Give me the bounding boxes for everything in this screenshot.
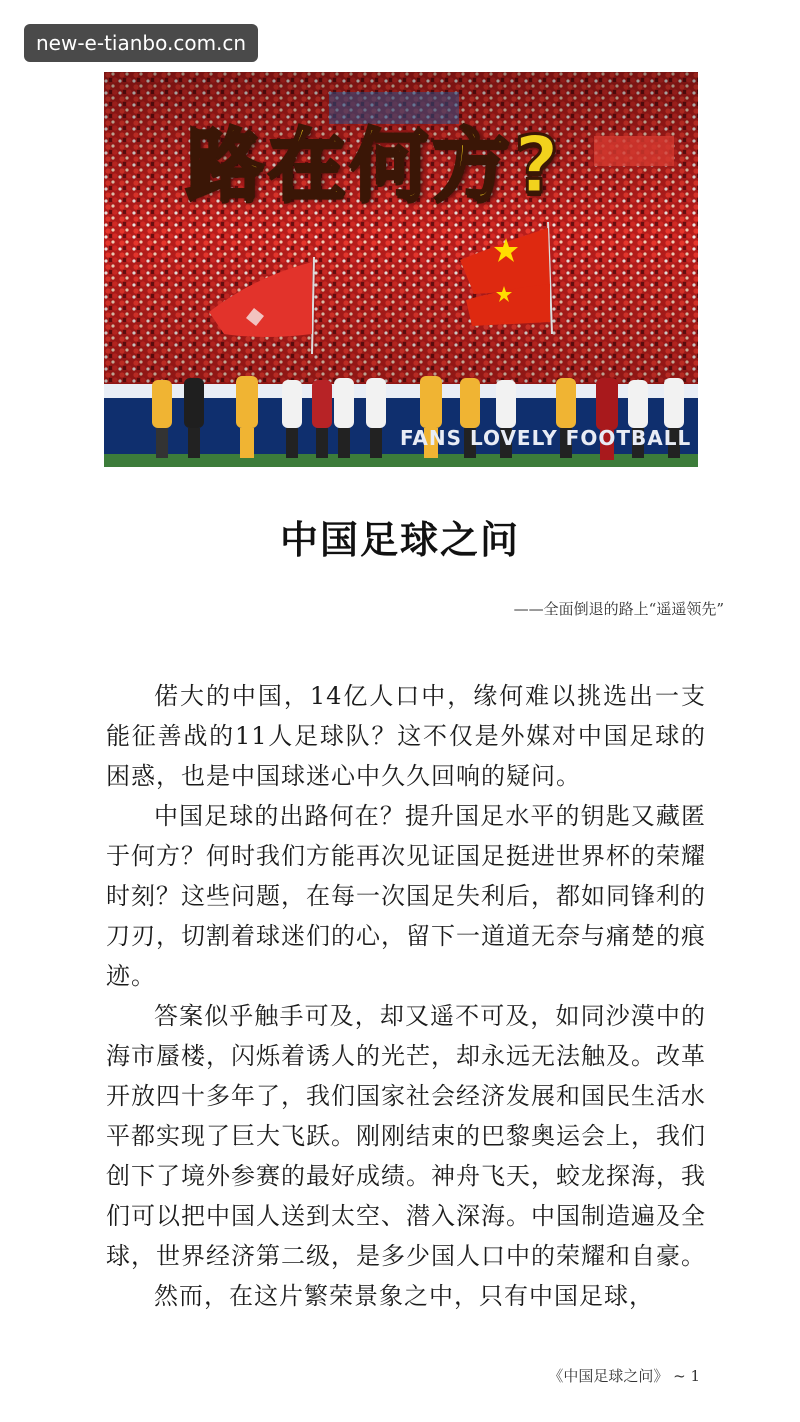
watermark-label: new-e-tianbo.com.cn [24, 24, 258, 62]
paragraph: 中国足球的出路何在？提升国足水平的钥匙又藏匿于何方？何时我们方能再次见证国足挺进世界杯的荣耀时刻？这些问题，在每一次国足失利后，都如同锋利的刀刃，切割着球迷们的心，留下一道道无奈与痛楚的痕迹。 [106, 802, 706, 990]
paragraph: 然而，在这片繁荣景象之中，只有中国足球， [154, 1282, 654, 1310]
paragraph: 答案似乎触手可及，却又遥不可及，如同沙漠中的海市蜃楼，闪烁着诱人的光芒，却永远无法触及。改革开放四十多年了，我们国家社会经济发展和国民生活水平都实现了巨大飞跃。刚刚结束的巴黎奥运会上，我们创下了境外参赛的最好成绩。神舟飞天，蛟龙探海，我们可以把中国人送到太空、潜入深海。中国制造遍及全球，世界经济第二级，是多少国人口中的荣耀和自豪。 [106, 1002, 706, 1270]
article-subtitle: ——全面倒退的路上“遥遥领先” [513, 600, 724, 618]
paragraph: 偌大的中国，14亿人口中，缘何难以挑选出一支能征善战的11人足球队？这不仅是外媒对中国足球的困惑，也是中国球迷心中久久回响的疑问。 [106, 682, 706, 790]
page-footer: 《中国足球之问》 ~ 1 [548, 1367, 700, 1385]
hero-headline: 路在何方? [186, 121, 564, 211]
stadium-board-text: FANS LOVELY FOOTBALL [400, 426, 692, 450]
article-body [106, 676, 706, 1316]
article-title: 中国足球之问 [279, 518, 520, 562]
hero-image [104, 72, 698, 467]
